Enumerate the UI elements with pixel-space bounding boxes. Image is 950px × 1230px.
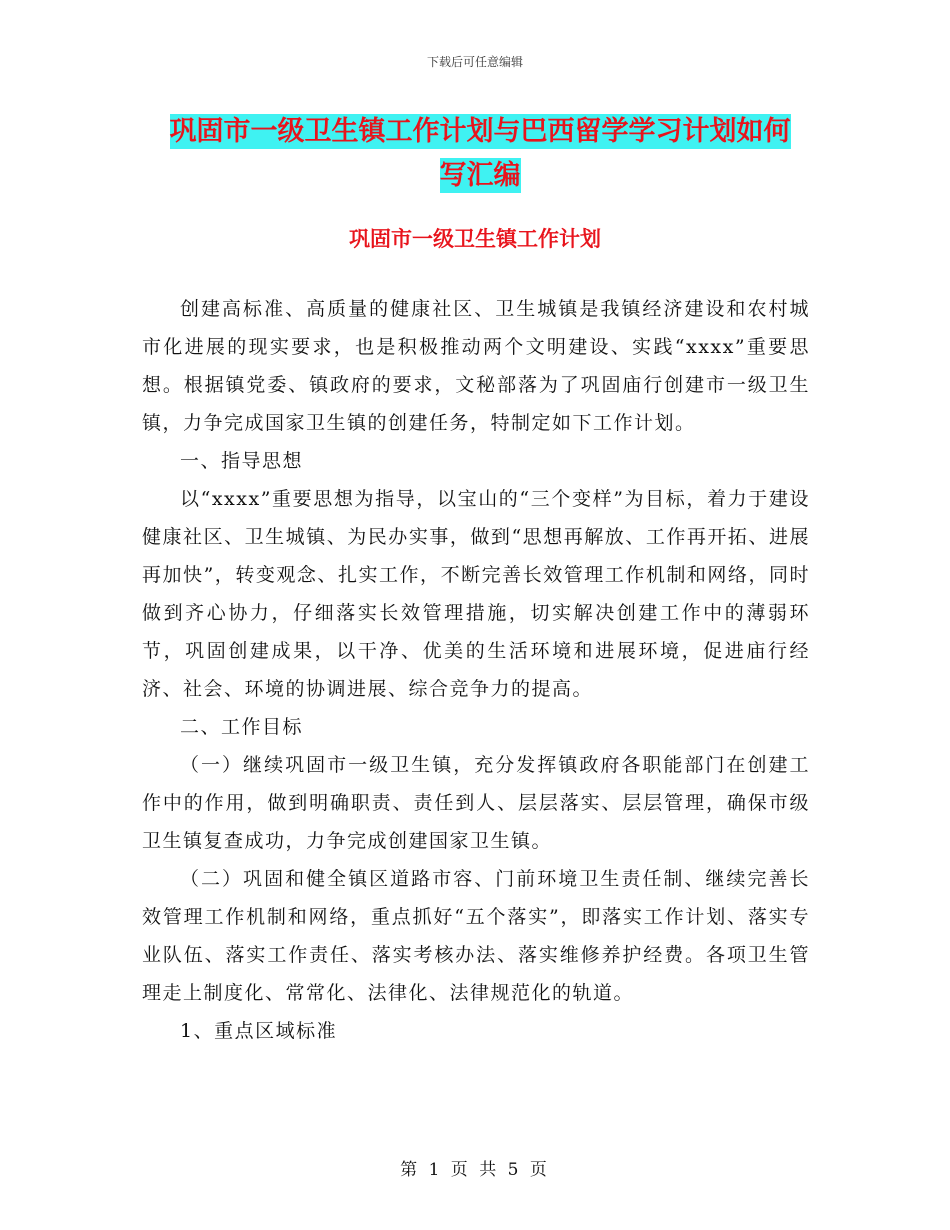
heading-work-goals: 二、工作目标 [180, 716, 304, 738]
section-title: 巩固市一级卫生镇工作计划 [349, 227, 601, 251]
paragraph-goal-2: （二）巩固和健全镇区道路市容、门前环境卫生责任制、继续完善长效管理工作机制和网络，重点抓好“五个落实”，即落实工作计划、落实专业队伍、落实工作责任、落实考核办法、落实维修养护经费。各项卫生管理走上制度化、常常化、法律化、法律规范化的轨道。 [142, 868, 810, 1004]
paragraph-intro: 创建高标准、高质量的健康社区、卫生城镇是我镇经济建设和农村城市化进展的现实要求，也是积极推动两个文明建设、实践“xxxx”重要思想。根据镇党委、镇政府的要求，文秘部落为了巩固庙行创建市一级卫生镇，力争完成国家卫生镇的创建任务，特制定如下工作计划。 [142, 298, 810, 434]
document-title [140, 110, 820, 198]
document-title-line2: 写汇编 [439, 160, 521, 191]
subheading-key-areas: 1、重点区域标准 [180, 1020, 338, 1042]
heading-guiding-thought: 一、指导思想 [180, 450, 304, 472]
paragraph-goal-1: （一）继续巩固市一级卫生镇，充分发挥镇政府各职能部门在创建工作中的作用，做到明确职责、责任到人、层层落实、层层管理，确保市级卫生镇复查成功，力争完成创建国家卫生镇。 [142, 754, 810, 852]
document-title-line1: 巩固市一级卫生镇工作计划与巴西留学学习计划如何 [169, 116, 791, 147]
document-body [142, 290, 810, 1050]
header-note: 下载后可任意编辑 [426, 55, 523, 69]
page-footer: 第 1 页 共 5 页 [400, 1160, 550, 1180]
paragraph-guiding-thought: 以“xxxx”重要思想为指导，以宝山的“三个变样”为目标，着力于建设健康社区、卫生城镇、为民办实事，做到“思想再解放、工作再开拓、进展再加快”，转变观念、扎实工作，不断完善长效管理工作机制和网络，同时做到齐心协力，仔细落实长效管理措施，切实解决创建工作中的薄弱环节，巩固创建成果，以干净、优美的生活环境和进展环境，促进庙行经济、社会、环境的协调进展、综合竞争力的提高。 [142, 488, 810, 700]
